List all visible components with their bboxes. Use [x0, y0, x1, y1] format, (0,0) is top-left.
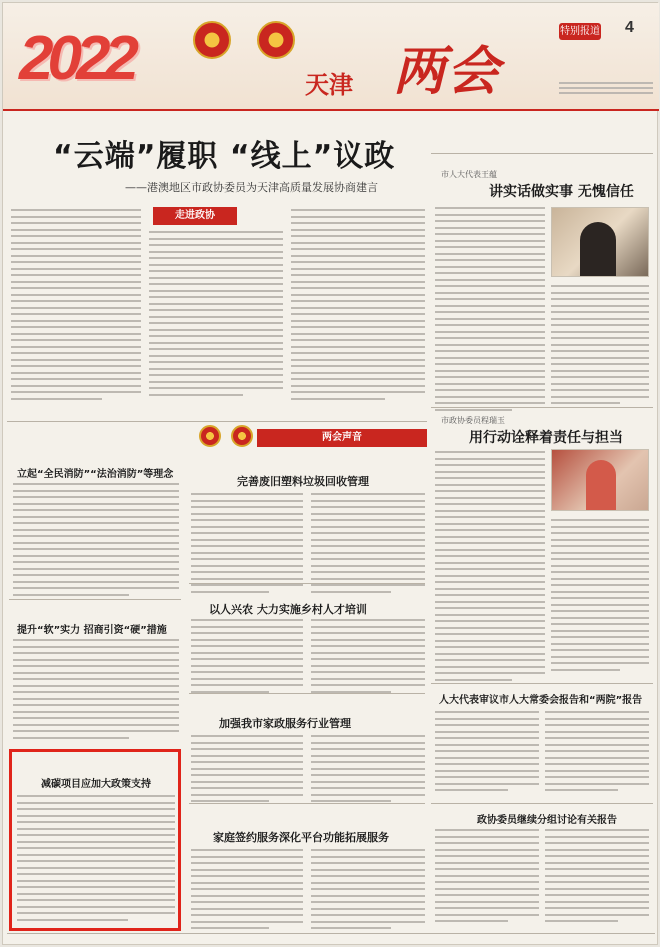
right-top-text-b — [551, 285, 649, 409]
left-text-1 — [13, 483, 179, 600]
divider — [431, 153, 653, 154]
lead-text-col-2 — [149, 231, 283, 400]
left-text-3 — [17, 795, 175, 925]
cppcc-emblem-icon — [257, 21, 295, 59]
delegate-photo — [551, 207, 649, 277]
right-mid-text-b — [551, 519, 649, 675]
divider — [7, 421, 427, 422]
left-text-2 — [13, 639, 179, 743]
right-bottom-text-1a — [435, 711, 539, 796]
right-bottom-title-1: 人大代表审议市人大常委会报告和“两院”报告 — [439, 695, 643, 706]
right-bottom-text-1b — [545, 711, 649, 796]
member-photo — [551, 449, 649, 511]
right-top-text-a — [435, 207, 545, 415]
middle-text-2b — [311, 619, 425, 697]
right-bottom-text-2b — [545, 829, 649, 927]
national-emblem-small-icon — [199, 425, 221, 447]
masthead-title: 两会 — [393, 41, 502, 102]
middle-text-1a — [191, 493, 303, 597]
section-label-lianghui: 两会声音 — [257, 429, 427, 447]
right-mid-text-a — [435, 451, 545, 685]
right-bottom-title-2: 政协委员继续分组讨论有关报告 — [477, 815, 617, 826]
divider — [431, 683, 653, 684]
left-title-2: 提升“软”实力 招商引资“硬”措施 — [17, 625, 167, 636]
middle-title-4: 家庭签约服务深化平台功能拓展服务 — [213, 831, 389, 844]
page-number: 4 — [625, 19, 634, 36]
right-mid-title: 用行动诠释着责任与担当 — [469, 430, 623, 446]
masthead-year: 2022 — [19, 24, 133, 93]
middle-title-1: 完善废旧塑料垃圾回收管理 — [237, 475, 369, 488]
middle-text-2a — [191, 619, 303, 697]
lead-text-col-1 — [11, 209, 141, 404]
masthead-edition-info — [559, 79, 653, 99]
middle-text-3b — [311, 735, 425, 807]
cppcc-emblem-small-icon — [231, 425, 253, 447]
middle-text-3a — [191, 735, 303, 807]
left-title-1: 立起“全民消防”“法治消防”等理念 — [17, 469, 174, 480]
left-title-3: 减碳项目应加大政策支持 — [41, 779, 151, 790]
page-footer — [7, 933, 655, 943]
lead-subhead: ——港澳地区市政协委员为天津高质量发展协商建言 — [125, 181, 378, 194]
divider — [189, 583, 425, 584]
special-report-tag: 特别报道 — [559, 23, 601, 40]
divider — [431, 803, 653, 804]
middle-text-4b — [311, 849, 425, 934]
middle-text-1b — [311, 493, 425, 597]
divider — [189, 803, 425, 804]
right-top-kicker: 市人大代表王蕴 — [441, 170, 497, 179]
middle-text-4a — [191, 849, 303, 934]
section-label-zoujin: 走进政协 — [153, 207, 237, 225]
lead-headline: “云端”履职 “线上”议政 — [53, 139, 396, 174]
national-emblem-icon — [193, 21, 231, 59]
masthead-city: 天津 — [305, 71, 353, 99]
newspaper-page — [2, 2, 658, 945]
divider — [431, 407, 653, 408]
right-bottom-text-2a — [435, 829, 539, 927]
lead-text-col-3 — [291, 209, 425, 404]
masthead — [3, 3, 659, 111]
divider — [189, 693, 425, 694]
middle-title-3: 加强我市家政服务行业管理 — [219, 717, 351, 730]
right-mid-kicker: 市政协委员程瑞玉 — [441, 416, 505, 425]
middle-title-2: 以人兴农 大力实施乡村人才培训 — [209, 603, 367, 616]
divider — [9, 599, 181, 600]
right-top-title: 讲实话做实事 无愧信任 — [489, 184, 634, 200]
